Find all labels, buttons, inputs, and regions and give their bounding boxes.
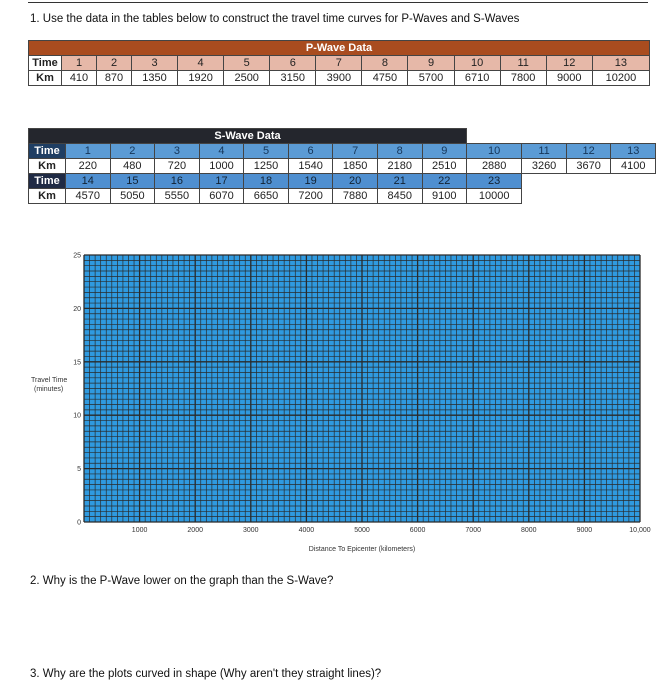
p-time-cell-13: 13 [592,56,649,71]
p-km-cell-9: 5700 [408,71,454,86]
s-km2-cell-6: 7200 [288,189,333,204]
s-wave-title-blank [467,129,656,144]
s-km-cell-13: 4100 [611,159,656,174]
p-time-cell-3: 3 [132,56,178,71]
p-time-cell-6: 6 [270,56,316,71]
p-km-cell-8: 4750 [362,71,408,86]
y-axis-label-line-1: Travel Time [31,377,68,384]
s-km2-cell-9: 9100 [422,189,467,204]
s-km-cell-11: 3260 [522,159,567,174]
s-time2-cell-6: 19 [288,174,333,189]
s-time2-cell-5: 18 [244,174,289,189]
p-time-cell-12: 12 [546,56,592,71]
s-km2-cell-blank [522,189,567,204]
p-km-label: Km [29,71,62,86]
s-km-cell-1: 220 [66,159,111,174]
y-tick-label: 0 [77,519,81,527]
s-km-cell-8: 2180 [377,159,422,174]
s-km-cell-6: 1540 [288,159,333,174]
p-km-cell-4: 1920 [178,71,224,86]
s-time2-cell-blank [522,174,567,189]
s-time-cell-11: 11 [522,144,567,159]
s-time-cell-10: 10 [467,144,522,159]
grid-lines [84,255,640,522]
p-time-cell-5: 5 [224,56,270,71]
s-time2-cell-9: 22 [422,174,467,189]
s-time2-cell-blank [566,174,611,189]
s-km-cell-7: 1850 [333,159,378,174]
p-wave-table [28,40,650,86]
p-time-cell-10: 10 [454,56,500,71]
s-wave-km-row-1 [29,159,656,174]
p-time-cell-11: 11 [500,56,546,71]
s-km-cell-9: 2510 [422,159,467,174]
x-tick-label: 2000 [187,527,203,534]
x-tick-label: 8000 [521,527,537,534]
s-time-cell-3: 3 [155,144,200,159]
s-time-cell-1: 1 [66,144,111,159]
s-wave-time-row-1 [29,144,656,159]
p-km-cell-5: 2500 [224,71,270,86]
s-time-cell-5: 5 [244,144,289,159]
s-km2-cell-1: 4570 [66,189,111,204]
s-time-cell-8: 8 [377,144,422,159]
s-time-cell-7: 7 [333,144,378,159]
s-time-cell-12: 12 [566,144,611,159]
x-tick-label: 1000 [131,527,148,534]
s-time-cell-6: 6 [288,144,333,159]
y-tick-label: 5 [77,466,81,474]
x-axis-label: Distance To Epicenter (kilometers) [308,546,416,553]
p-wave-title: P-Wave Data [29,41,650,56]
p-wave-time-row [29,56,650,71]
p-km-cell-11: 7800 [500,71,546,86]
x-tick-label: 7000 [465,527,481,534]
s-km2-cell-blank [611,189,656,204]
s-wave-title-row [29,129,656,144]
s-time-cell-4: 4 [199,144,244,159]
s-wave-table [28,128,656,204]
s-km-cell-3: 720 [155,159,200,174]
x-tick-label: 9000 [576,527,593,534]
s-km2-cell-8: 8450 [377,189,422,204]
question-3: 3. Why are the plots curved in shape (Why aren't they straight lines)? [30,668,382,680]
s-time-label-1: Time [29,144,66,159]
s-km-cell-10: 2880 [467,159,522,174]
s-time-cell-9: 9 [422,144,467,159]
p-time-cell-2: 2 [97,56,132,71]
s-km2-cell-blank [566,189,611,204]
top-rule [28,2,648,3]
p-km-cell-2: 870 [97,71,132,86]
s-time2-cell-blank [611,174,656,189]
p-time-cell-9: 9 [408,56,454,71]
p-time-cell-1: 1 [62,56,97,71]
p-time-label: Time [29,56,62,71]
s-time2-cell-10: 23 [467,174,522,189]
s-km-label-2: Km [29,189,66,204]
y-tick-label: 25 [73,252,81,260]
graph-svg [0,240,662,570]
s-km2-cell-4: 6070 [199,189,244,204]
p-wave-title-row [29,41,650,56]
x-tick-label: 3000 [243,527,259,534]
question-1: 1. Use the data in the tables below to construct the travel time curves for P-Waves and S-Waves [30,13,520,25]
p-km-cell-13: 10200 [592,71,649,86]
y-tick-label: 20 [73,305,81,313]
y-tick-label: 10 [73,412,81,420]
s-wave-time-row-2 [29,174,656,189]
x-tick-label: 4000 [298,527,315,534]
y-tick-label: 15 [73,359,81,367]
s-time-cell-13: 13 [611,144,656,159]
p-time-cell-4: 4 [178,56,224,71]
p-km-cell-6: 3150 [270,71,316,86]
s-time-label-2: Time [29,174,66,189]
s-time2-cell-2: 15 [110,174,155,189]
p-wave-km-row [29,71,650,86]
p-km-cell-12: 9000 [546,71,592,86]
p-km-cell-3: 1350 [132,71,178,86]
x-tick-label: 5000 [354,527,370,534]
s-km-cell-5: 1250 [244,159,289,174]
s-time2-cell-4: 17 [199,174,244,189]
y-axis-label-line-2: (minutes) [34,386,64,393]
s-time2-cell-8: 21 [377,174,422,189]
s-km2-cell-7: 7880 [333,189,378,204]
s-wave-title: S-Wave Data [29,129,467,144]
p-time-cell-7: 7 [316,56,362,71]
s-km2-cell-2: 5050 [110,189,155,204]
s-time2-cell-7: 20 [333,174,378,189]
p-km-cell-1: 410 [62,71,97,86]
x-tick-label: 6000 [409,527,426,534]
s-wave-km-row-2 [29,189,656,204]
s-km2-cell-5: 6650 [244,189,289,204]
question-2: 2. Why is the P-Wave lower on the graph than the S-Wave? [30,575,334,587]
s-km-cell-4: 1000 [199,159,244,174]
s-km-label-1: Km [29,159,66,174]
p-km-cell-7: 3900 [316,71,362,86]
s-time2-cell-3: 16 [155,174,200,189]
s-time2-cell-1: 14 [66,174,111,189]
s-km-cell-12: 3670 [566,159,611,174]
p-time-cell-8: 8 [362,56,408,71]
x-tick-label: 10,000 [629,527,651,534]
travel-time-graph [0,240,662,570]
s-km2-cell-10: 10000 [467,189,522,204]
p-km-cell-10: 6710 [454,71,500,86]
s-km2-cell-3: 5550 [155,189,200,204]
s-time-cell-2: 2 [110,144,155,159]
s-km-cell-2: 480 [110,159,155,174]
